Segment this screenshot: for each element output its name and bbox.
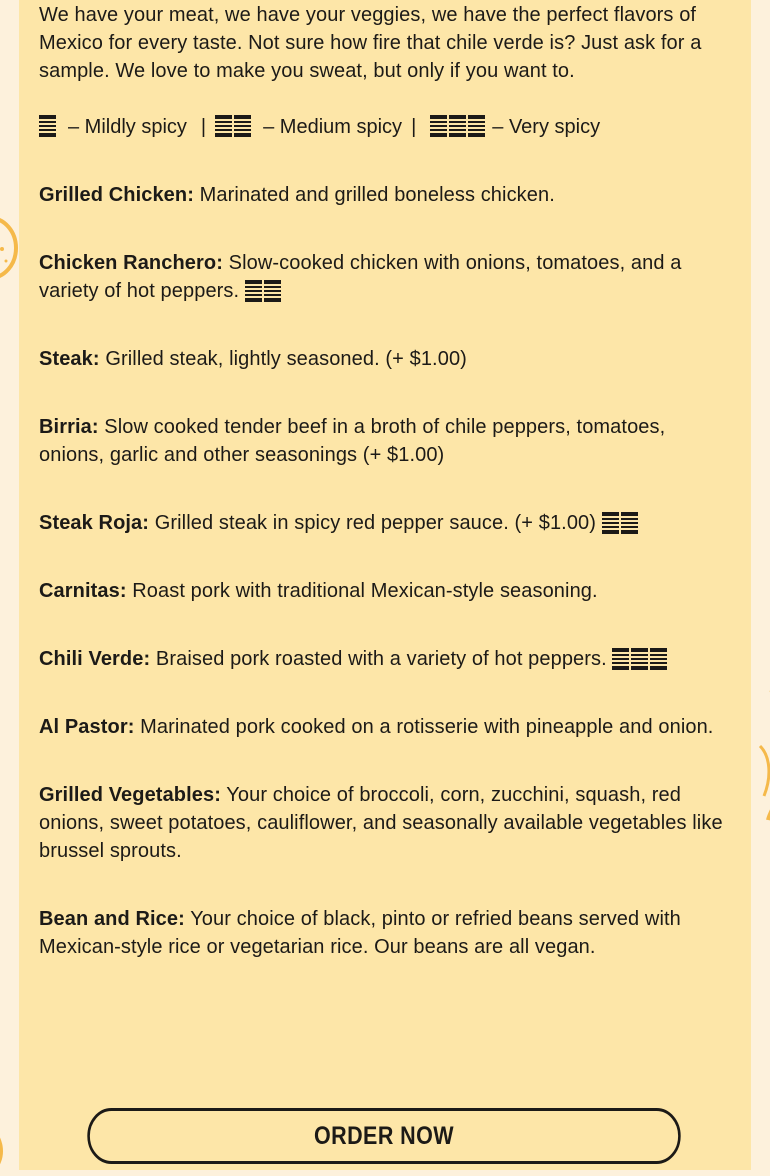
menu-item-name: Chicken Ranchero:: [39, 252, 223, 274]
menu-item: [39, 249, 731, 305]
menu-item-description: Roast pork with traditional Mexican-style seasoning.: [132, 580, 598, 602]
menu-item-description: Braised pork roasted with a variety of hot peppers.: [155, 648, 607, 670]
intro-text: We have your meat, we have your veggies, we have the perfect flavors of Mexico for every taste. Not sure how fire that chile verde is? Just ask for a sample. We love to make you sweat, but only if you want to.: [39, 4, 702, 82]
order-now-button[interactable]: ORDER NOW: [87, 1108, 680, 1164]
spice-level-icon: [602, 512, 638, 534]
pepper-icon: [602, 512, 619, 534]
menu-item: [39, 181, 731, 209]
pepper-icon: [264, 280, 281, 302]
menu-list: [39, 181, 731, 961]
menu-item: [39, 905, 731, 961]
menu-item-description: Marinated pork cooked on a rotisserie with pineapple and onion.: [140, 716, 714, 738]
menu-panel: [19, 0, 751, 1170]
menu-item-name: Grilled Vegetables:: [39, 784, 221, 806]
legend-medium-label: – Medium spicy: [263, 116, 403, 138]
menu-item-name: Birria:: [39, 416, 99, 438]
menu-item-description: Your choice of black, pinto or refried beans served with Mexican-style rice or vegetarian rice. Our beans are all vegan.: [39, 908, 681, 958]
pepper-decoration-icon: [0, 1116, 12, 1176]
menu-item-description: Marinated and grilled boneless chicken.: [199, 184, 555, 206]
menu-item-name: Carnitas:: [39, 580, 127, 602]
menu-item-name: Steak Roja:: [39, 512, 150, 534]
menu-item-description: Grilled steak, lightly seasoned. (+ $1.00): [105, 348, 467, 370]
menu-item-description: Grilled steak in spicy red pepper sauce. (+ $1.00): [154, 512, 597, 534]
menu-item-description: Slow-cooked chicken with onions, tomatoes, and a variety of hot peppers.: [39, 252, 682, 302]
menu-item-name: Al Pastor:: [39, 716, 135, 738]
spice-level-icon: [612, 648, 667, 670]
menu-item: [39, 345, 731, 373]
spice-level-icon: [245, 280, 281, 302]
pepper-icon: [650, 648, 667, 670]
corn-decoration-icon: [750, 686, 770, 822]
menu-item: [39, 781, 731, 865]
menu-item-description: Your choice of broccoli, corn, zucchini, squash, red onions, sweet potatoes, cauliflower, and seasonally available vegetables like brussel sprouts.: [39, 784, 723, 862]
medium-pepper-icon: [215, 115, 251, 137]
menu-item: [39, 413, 731, 469]
menu-item-description: Slow cooked tender beef in a broth of chile peppers, tomatoes, onions, garlic and other seasonings (+ $1.00): [39, 416, 666, 466]
pepper-icon: [612, 648, 629, 670]
menu-item-name: Chili Verde:: [39, 648, 151, 670]
legend-separator: |: [411, 116, 417, 138]
menu-item-name: Steak:: [39, 348, 100, 370]
legend-mild-label: – Mildly spicy: [68, 116, 187, 138]
spice-legend: [39, 113, 731, 141]
menu-item: [39, 509, 731, 537]
pepper-icon: [631, 648, 648, 670]
pepper-icon: [245, 280, 262, 302]
menu-item-name: Grilled Chicken:: [39, 184, 194, 206]
tortilla-decoration-icon: [0, 215, 18, 281]
very-pepper-icon: [430, 115, 485, 137]
mild-pepper-icon: [39, 115, 56, 137]
legend-very-label: – Very spicy: [492, 116, 601, 138]
menu-item: [39, 645, 731, 673]
menu-item: [39, 577, 731, 605]
menu-item-name: Bean and Rice:: [39, 908, 185, 930]
menu-content: [39, 0, 731, 961]
menu-item: [39, 713, 731, 741]
pepper-icon: [621, 512, 638, 534]
legend-separator: |: [200, 116, 207, 138]
